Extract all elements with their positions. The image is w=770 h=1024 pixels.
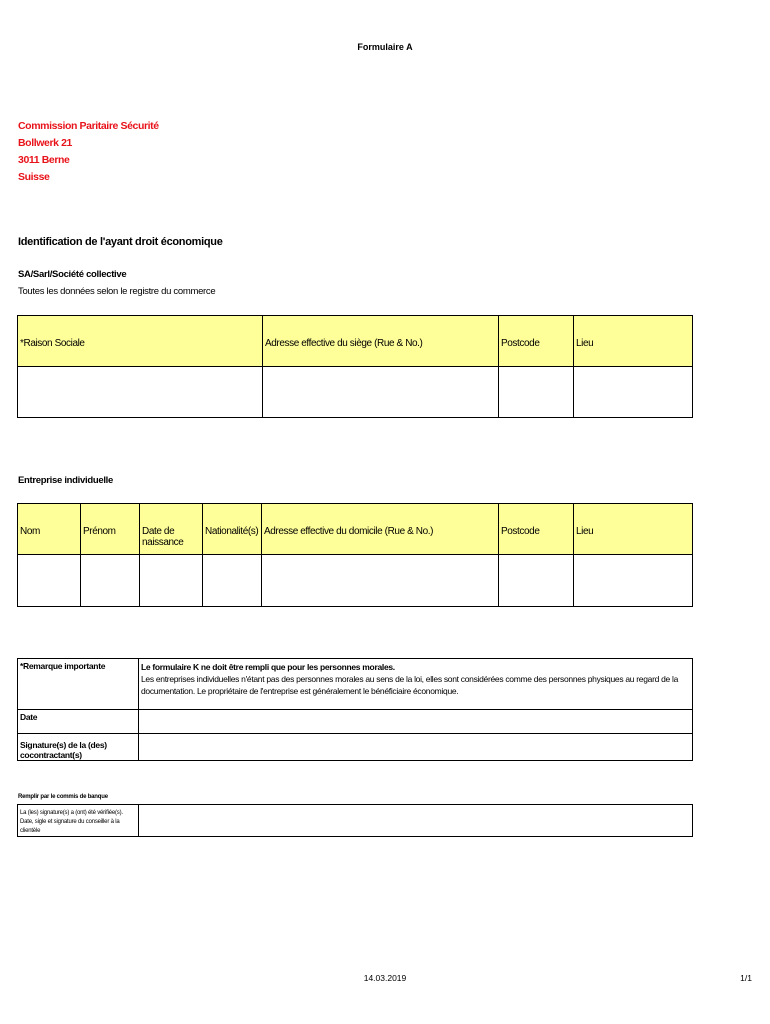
address-line-4: Suisse xyxy=(18,171,50,183)
col-lieu: Lieu xyxy=(574,316,693,367)
input-raison-sociale[interactable] xyxy=(18,367,263,418)
signature-input[interactable] xyxy=(139,734,693,761)
col-nom: Nom xyxy=(18,504,81,555)
remark-text xyxy=(139,659,693,710)
input-lieu[interactable] xyxy=(574,555,693,607)
signature-label: Signature(s) de la (des) cocontractant(s) xyxy=(18,734,139,761)
individual-heading: Entreprise individuelle xyxy=(18,475,113,486)
input-postcode[interactable] xyxy=(499,555,574,607)
input-prenom[interactable] xyxy=(81,555,140,607)
date-label: Date xyxy=(18,710,139,734)
input-postcode[interactable] xyxy=(499,367,574,418)
company-table xyxy=(17,315,693,418)
input-nom[interactable] xyxy=(18,555,81,607)
address-line-2: Bollwerk 21 xyxy=(18,137,72,149)
col-lieu: Lieu xyxy=(574,504,693,555)
footer-date: 14.03.2019 xyxy=(363,973,407,983)
input-adresse-siege[interactable] xyxy=(263,367,499,418)
company-heading: SA/Sarl/Société collective xyxy=(18,269,127,280)
col-prenom: Prénom xyxy=(81,504,140,555)
col-nationalite: Nationalité(s) xyxy=(203,504,262,555)
input-lieu[interactable] xyxy=(574,367,693,418)
form-title: Formulaire A xyxy=(357,42,413,52)
remark-body-text: Les entreprises individuelles n'étant pas des personnes morales au sens de la loi, elles sont considérées comme des personnes physiques au regard de la documentation. Le propriétaire de l'entreprise est généralement le bénéficiaire économique. xyxy=(141,674,679,696)
bank-heading: Remplir par le commis de banque xyxy=(18,794,108,800)
input-nationalite[interactable] xyxy=(203,555,262,607)
col-adresse-domicile: Adresse effective du domicile (Rue & No.) xyxy=(262,504,499,555)
date-input[interactable] xyxy=(139,710,693,734)
section-title: Identification de l'ayant droit économique xyxy=(18,236,223,248)
company-subheading: Toutes les données selon le registre du commerce xyxy=(18,286,216,297)
address-line-1: Commission Paritaire Sécurité xyxy=(18,120,159,132)
footer-page: 1/1 xyxy=(740,973,752,983)
bank-table xyxy=(17,804,693,837)
col-date-naissance: Date de naissance xyxy=(140,504,203,555)
bank-label: La (les) signature(s) a (ont) été vérifiée(s). Date, sigle et signature du conseiller à la clientèle xyxy=(18,805,139,837)
input-adresse-domicile[interactable] xyxy=(262,555,499,607)
remark-label: *Remarque importante xyxy=(18,659,139,710)
remark-bold-text: Le formulaire K ne doit être rempli que pour les personnes morales. xyxy=(141,662,395,672)
col-postcode: Postcode xyxy=(499,316,574,367)
bank-signature-input[interactable] xyxy=(139,805,693,837)
col-raison-sociale: *Raison Sociale xyxy=(18,316,263,367)
col-adresse-siege: Adresse effective du siège (Rue & No.) xyxy=(263,316,499,367)
input-date-naissance[interactable] xyxy=(140,555,203,607)
address-line-3: 3011 Berne xyxy=(18,154,70,166)
individual-table xyxy=(17,503,693,607)
remarks-table xyxy=(17,658,693,761)
col-postcode: Postcode xyxy=(499,504,574,555)
